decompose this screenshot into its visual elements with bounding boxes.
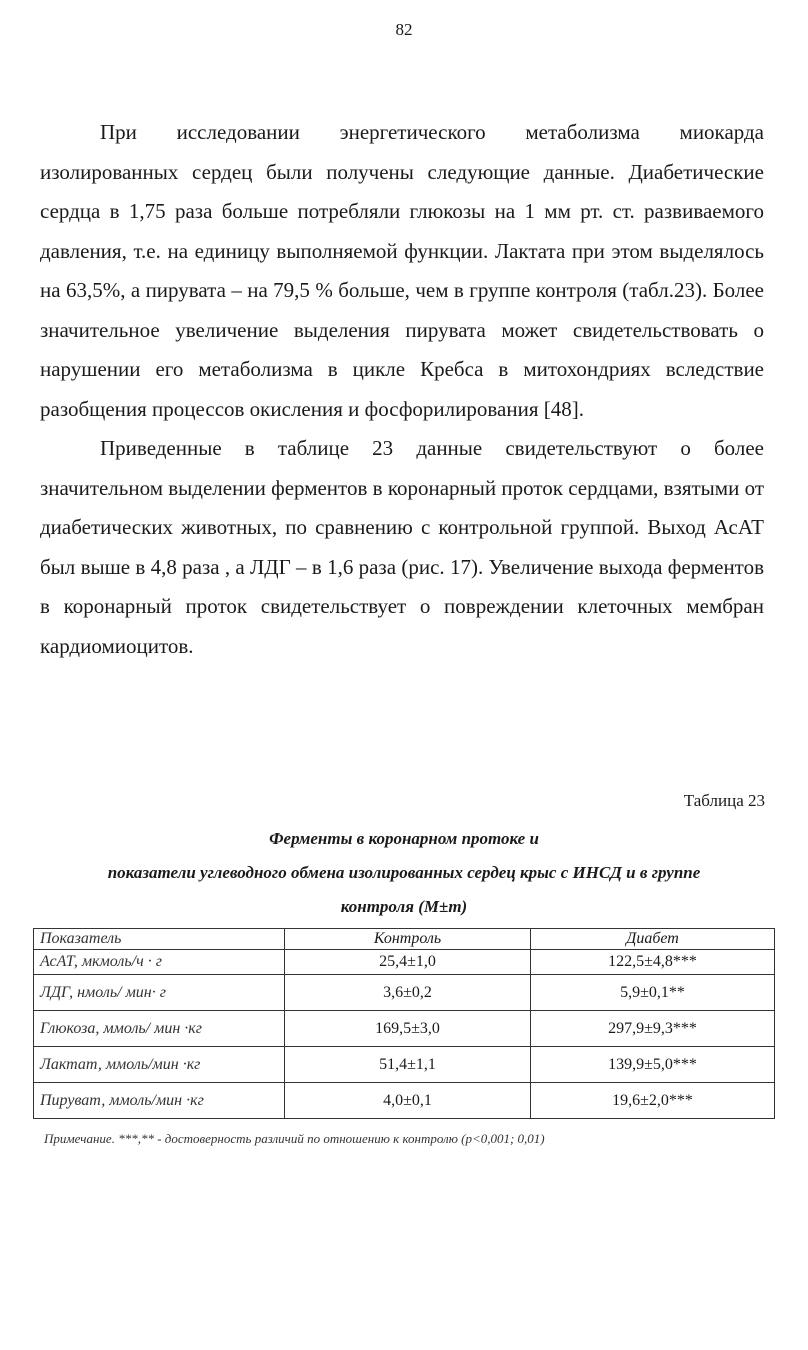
table-caption (30, 822, 778, 924)
caption-line-1: Ферменты в коронарном протоке и (269, 829, 539, 848)
diabetes-value: 139,9±5,0*** (531, 1047, 775, 1083)
paragraph-2: Приведенные в таблице 23 данные свидетельствуют о более значительном выделении ферментов в коронарный проток сердцами, взятыми от диабетических животных, по сравнению с контрольной группой. Выход АсАТ был выше в 4,8 раза , а ЛДГ – в 1,6 раза (рис. 17). Увеличение выхода ферментов в коронарный проток свидетельствует о повреждении клеточных мембран кардиомиоцитов. (40, 436, 764, 658)
control-value: 169,5±3,0 (285, 1011, 531, 1047)
body-text (40, 113, 764, 666)
caption-line-2: показатели углеводного обмена изолированных сердец крыс с ИНСД и в группе (107, 863, 701, 882)
caption-line-3: контроля (М±m) (340, 897, 468, 916)
diabetes-value: 297,9±9,3*** (531, 1011, 775, 1047)
table-row (34, 1083, 775, 1119)
table-row (34, 1047, 775, 1083)
table-note: Примечание. ***,** - достоверность различий по отношению к контролю (р<0,001; 0,01) (44, 1131, 545, 1146)
control-value: 25,4±1,0 (285, 950, 531, 975)
table-row (34, 1011, 775, 1047)
table-row (34, 975, 775, 1011)
row-label: АсАТ, мкмоль/ч · г (34, 950, 285, 975)
control-value: 51,4±1,1 (285, 1047, 531, 1083)
row-label: Пируват, ммоль/мин ·кг (34, 1083, 285, 1119)
data-table (33, 928, 775, 1119)
header-diabetes: Диабет (531, 929, 775, 950)
page-number: 82 (395, 20, 413, 39)
header-indicator: Показатель (34, 929, 285, 950)
diabetes-value: 122,5±4,8*** (531, 950, 775, 975)
diabetes-value: 5,9±0,1** (531, 975, 775, 1011)
control-value: 4,0±0,1 (285, 1083, 531, 1119)
table-label: Таблица 23 (683, 791, 765, 810)
diabetes-value: 19,6±2,0*** (531, 1083, 775, 1119)
header-control: Контроль (285, 929, 531, 950)
row-label: Глюкоза, ммоль/ мин ·кг (34, 1011, 285, 1047)
control-value: 3,6±0,2 (285, 975, 531, 1011)
row-label: ЛДГ, нмоль/ мин· г (34, 975, 285, 1011)
table-row (34, 950, 775, 975)
paragraph-1: При исследовании энергетического метаболизма миокарда изолированных сердец были получены следующие данные. Диабетические сердца в 1,75 раза больше потребляли глюкозы на 1 мм рт. ст. развиваемого давления, т.е. на единицу выполняемой функции. Лактата при этом выделялось на 63,5%, а пирувата – на 79,5 % больше, чем в группе контроля (табл.23). Более значительное увеличение выделения пирувата может свидетельствовать о нарушении его метаболизма в цикле Кребса в митохондриях вследствие разобщения процессов окисления и фосфорилирования [48]. (40, 120, 764, 421)
table-header-row (34, 929, 775, 950)
row-label: Лактат, ммоль/мин ·кг (34, 1047, 285, 1083)
